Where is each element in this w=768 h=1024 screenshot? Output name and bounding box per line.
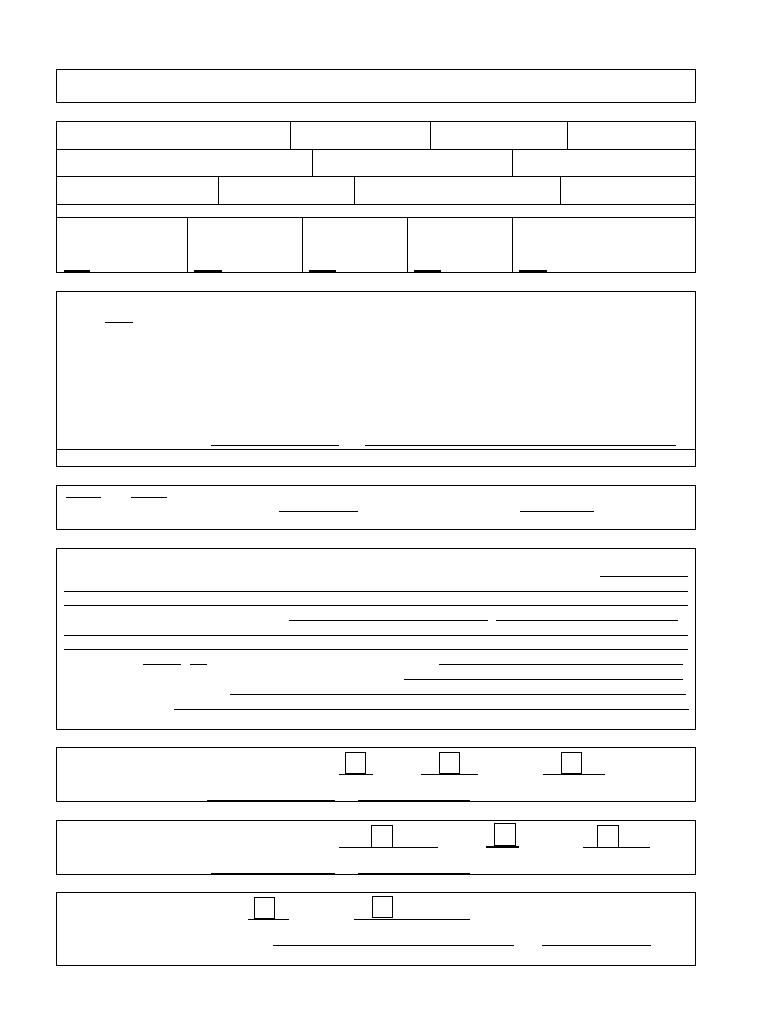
grid-col-divider bbox=[430, 122, 431, 149]
input-line[interactable] bbox=[64, 591, 688, 592]
input-line[interactable] bbox=[64, 605, 688, 606]
input-field[interactable] bbox=[64, 270, 90, 272]
checkbox[interactable] bbox=[372, 896, 393, 918]
grid-col-divider bbox=[512, 149, 513, 176]
input-field[interactable] bbox=[131, 497, 167, 498]
grid-col-divider bbox=[567, 122, 568, 149]
input-field[interactable] bbox=[519, 270, 547, 272]
grid-row-divider bbox=[57, 176, 695, 177]
input-field[interactable] bbox=[354, 919, 470, 920]
input-field[interactable] bbox=[309, 270, 336, 272]
input-field[interactable] bbox=[414, 270, 441, 272]
signature-field[interactable] bbox=[207, 800, 335, 801]
checkbox[interactable] bbox=[561, 752, 582, 774]
section-e bbox=[56, 820, 696, 875]
input-field[interactable] bbox=[289, 620, 488, 621]
date-field[interactable] bbox=[542, 945, 651, 946]
input-field[interactable] bbox=[583, 847, 650, 848]
input-field[interactable] bbox=[339, 847, 438, 848]
grid-row-divider bbox=[57, 217, 695, 218]
input-field[interactable] bbox=[194, 270, 222, 272]
checkbox[interactable] bbox=[254, 897, 275, 919]
header-info-grid bbox=[56, 121, 696, 273]
grid-col-divider bbox=[218, 176, 219, 204]
input-line[interactable] bbox=[64, 635, 688, 636]
input-field[interactable] bbox=[143, 664, 181, 665]
input-field[interactable] bbox=[339, 774, 373, 775]
checkbox[interactable] bbox=[494, 823, 516, 846]
input-field[interactable] bbox=[190, 664, 207, 665]
section-d bbox=[56, 747, 696, 802]
input-field[interactable] bbox=[105, 322, 133, 323]
checkbox[interactable] bbox=[345, 752, 366, 774]
signature-field[interactable] bbox=[211, 873, 335, 874]
checkbox[interactable] bbox=[439, 752, 460, 774]
input-field[interactable] bbox=[230, 694, 686, 695]
grid-col-divider bbox=[187, 217, 188, 272]
date-field[interactable] bbox=[358, 800, 470, 801]
input-field[interactable] bbox=[174, 709, 689, 710]
grid-col-divider bbox=[302, 217, 303, 272]
grid-col-divider bbox=[560, 176, 561, 204]
date-field[interactable] bbox=[358, 873, 470, 874]
section-f bbox=[56, 892, 696, 966]
grid-col-divider bbox=[312, 149, 313, 176]
section-b bbox=[56, 485, 696, 530]
grid-col-divider bbox=[407, 217, 408, 272]
input-field[interactable] bbox=[248, 919, 289, 920]
grid-col-divider bbox=[354, 176, 355, 204]
grid-row-divider bbox=[57, 204, 695, 205]
form-title-box bbox=[56, 69, 696, 103]
input-field[interactable] bbox=[520, 511, 594, 512]
input-field[interactable] bbox=[600, 576, 688, 577]
checkbox[interactable] bbox=[371, 825, 393, 848]
input-field[interactable] bbox=[404, 679, 683, 680]
input-field[interactable] bbox=[273, 945, 514, 946]
input-field[interactable] bbox=[421, 774, 478, 775]
input-field[interactable] bbox=[486, 846, 519, 848]
input-field[interactable] bbox=[66, 497, 101, 498]
section-divider bbox=[57, 449, 695, 450]
section-c bbox=[56, 548, 696, 730]
input-line[interactable] bbox=[64, 649, 688, 650]
signature-field[interactable] bbox=[211, 445, 339, 446]
grid-col-divider bbox=[512, 217, 513, 272]
grid-row-divider bbox=[57, 149, 695, 150]
input-field[interactable] bbox=[365, 445, 676, 446]
input-field[interactable] bbox=[496, 620, 678, 621]
input-field[interactable] bbox=[279, 511, 358, 512]
input-field[interactable] bbox=[439, 664, 683, 665]
checkbox[interactable] bbox=[597, 825, 619, 848]
grid-col-divider bbox=[290, 122, 291, 149]
input-field[interactable] bbox=[543, 774, 605, 775]
section-a bbox=[56, 291, 696, 467]
